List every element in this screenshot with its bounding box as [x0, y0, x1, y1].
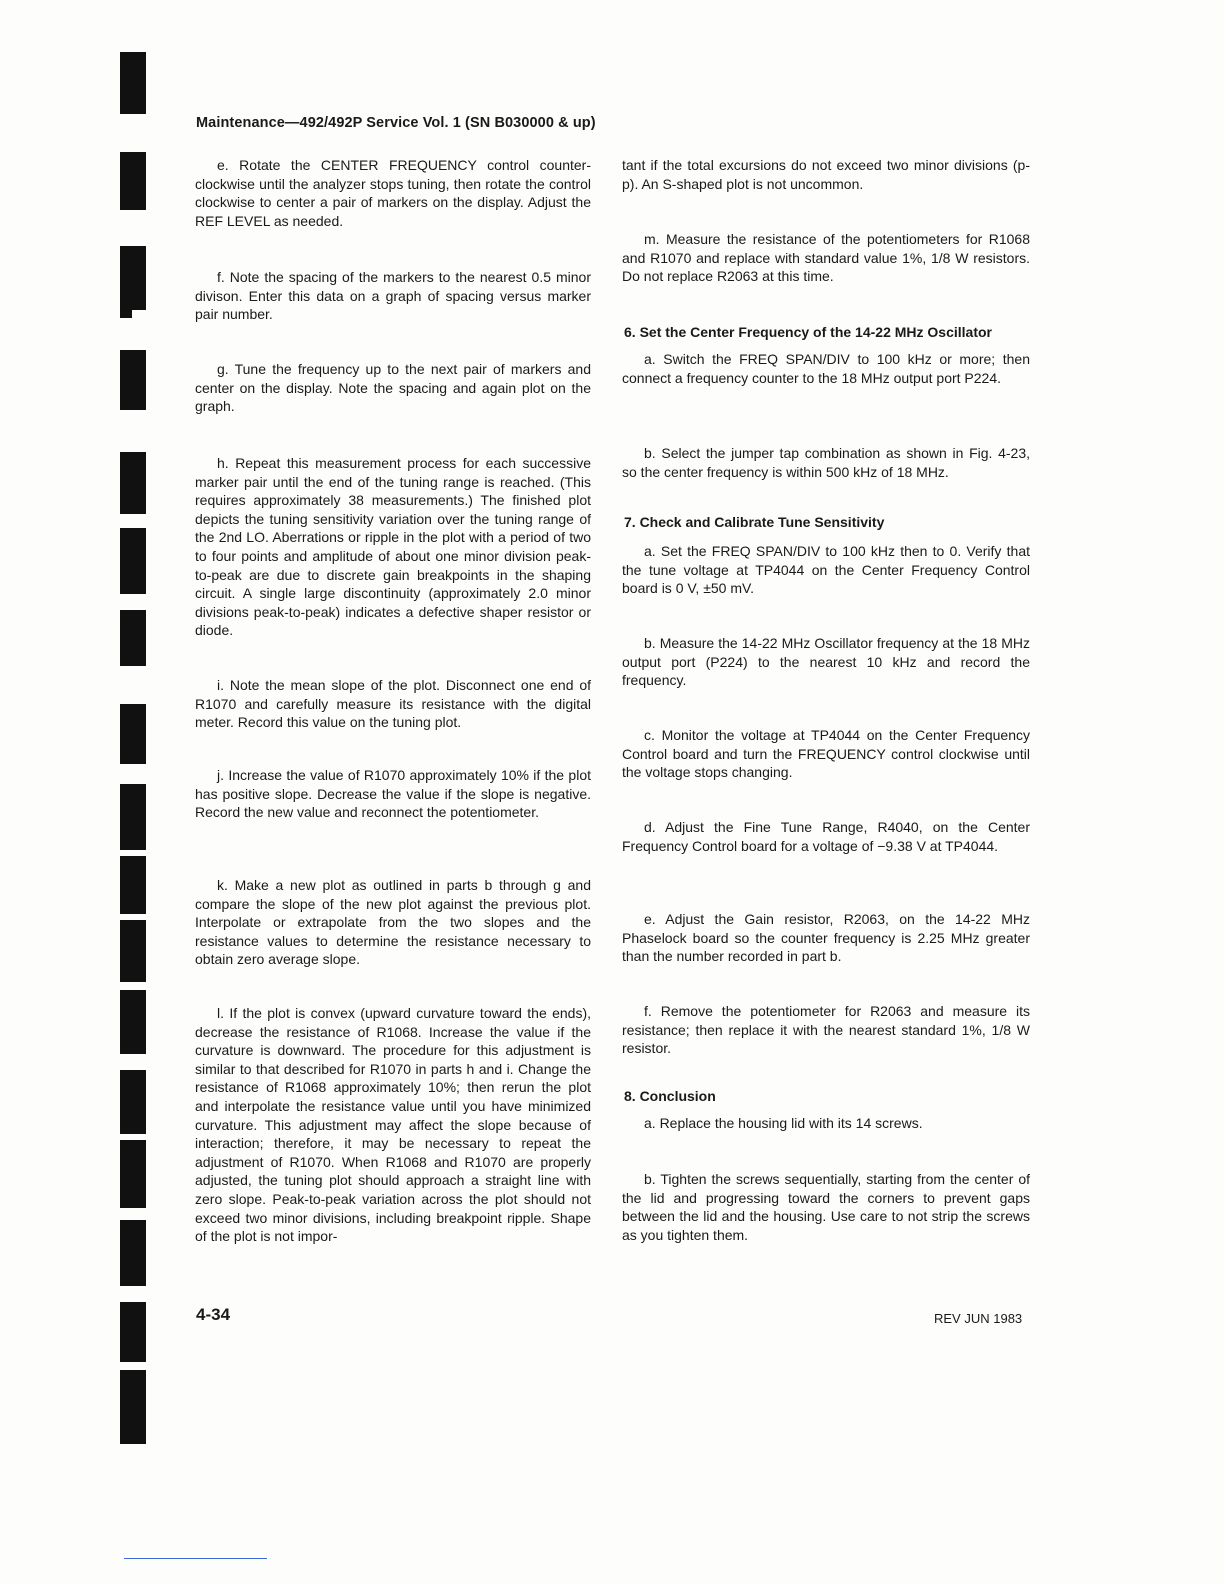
- step-l-continued: tant if the total excursions do not exceed two minor divisions (p-p). An S-shaped plot is not uncommon.: [622, 157, 1030, 192]
- step-m: m. Measure the resistance of the potentiometers for R1068 and R1070 and replace with standard value 1%, 1/8 W resistors. Do not replace R2063 at this time.: [622, 231, 1030, 285]
- section-6-heading: 6. Set the Center Frequency of the 14-22 MHz Oscillator: [624, 324, 992, 340]
- step-6b: b. Select the jumper tap combination as shown in Fig. 4-23, so the center frequency is within 500 kHz of 18 MHz.: [622, 445, 1030, 480]
- step-8b: b. Tighten the screws sequentially, starting from the center of the lid and progressing toward the corners to prevent gaps between the lid and the housing. Use care to not strip the screws as you tighten them.: [622, 1171, 1030, 1243]
- step-e: e. Rotate the CENTER FREQUENCY control counter-clockwise until the analyzer stops tuning, then rotate the control clockwise to center a pair of markers on the display. Adjust the REF LEVEL as needed.: [195, 157, 591, 229]
- page-number: 4-34: [196, 1305, 231, 1324]
- step-j: j. Increase the value of R1070 approximately 10% if the plot has positive slope. Decrease the value if the slope is negative. Record the new value and reconnect the potentiometer.: [195, 767, 591, 821]
- section-8-heading: 8. Conclusion: [624, 1088, 716, 1104]
- step-h: h. Repeat this measurement process for each successive marker pair until the end of the tuning range is reached. (This requires approximately 38 measurements.) The finished plot depicts the tuning sensitivity variation over the tuning range of the 2nd LO. Aberrations or ripple in the plot with a period of two to four points and amplitude of about one minor division peak-to-peak are due to discrete gain breakpoints in the shaping circuit. A single large discontinuity (approximately 2.0 minor divisions peak-to-peak) indicates a defective shaper resistor or diode.: [195, 455, 591, 639]
- step-g: g. Tune the frequency up to the next pair of markers and center on the display. Note the spacing and again plot on the graph.: [195, 361, 591, 415]
- step-7c: c. Monitor the voltage at TP4044 on the Center Frequency Control board and turn the FREQUENCY control clockwise until the voltage stops changing.: [622, 727, 1030, 781]
- step-6a: a. Switch the FREQ SPAN/DIV to 100 kHz or more; then connect a frequency counter to the 18 MHz output port P224.: [622, 351, 1030, 386]
- step-7a: a. Set the FREQ SPAN/DIV to 100 kHz then to 0. Verify that the tune voltage at TP4044 on the Center Frequency Control board is 0 V, ±50 mV.: [622, 543, 1030, 597]
- scan-edge-marks: [100, 40, 160, 1460]
- revision-date: REV JUN 1983: [934, 1311, 1023, 1326]
- step-8a: a. Replace the housing lid with its 14 screws.: [644, 1115, 923, 1131]
- step-7d: d. Adjust the Fine Tune Range, R4040, on the Center Frequency Control board for a voltage of −9.38 V at TP4044.: [622, 819, 1030, 854]
- step-l: l. If the plot is convex (upward curvature toward the ends), decrease the resistance of R1068. Increase the value if the curvature is downward. The procedure for this adjustment is similar to that described for R1070 in parts h and i. Change the resistance of R1068 approximately 10%; then rerun the plot and interpolate the resistance value until you have minimized curvature. This adjustment may affect the slope because of interaction; therefore, it may be necessary to repeat the adjustment of R1070. When R1068 and R1070 are properly adjusted, the tuning plot should approach a straight line with zero slope. Peak-to-peak variation across the plot should not exceed two minor divisions, including breakpoint ripple. Shape of the plot is not impor-: [195, 1005, 591, 1245]
- page-header: Maintenance—492/492P Service Vol. 1 (SN B030000 & up): [196, 115, 596, 131]
- step-7b: b. Measure the 14-22 MHz Oscillator frequency at the 18 MHz output port (P224) to the nearest 10 kHz and record the frequency.: [622, 635, 1030, 689]
- step-7e: e. Adjust the Gain resistor, R2063, on the 14-22 MHz Phaselock board so the counter frequency is 2.25 MHz greater than the number recorded in part b.: [622, 911, 1030, 965]
- step-f: f. Note the spacing of the markers to the nearest 0.5 minor divison. Enter this data on a graph of spacing versus marker pair number.: [195, 269, 591, 323]
- scan-artifact-line: [124, 1558, 267, 1559]
- step-i: i. Note the mean slope of the plot. Disconnect one end of R1070 and carefully measure its resistance with the digital meter. Record this value on the tuning plot.: [195, 677, 591, 731]
- section-7-heading: 7. Check and Calibrate Tune Sensitivity: [624, 514, 885, 530]
- step-k: k. Make a new plot as outlined in parts b through g and compare the slope of the new plot against the previous plot. Interpolate or extrapolate from the two slopes and the resistance values to determine the resistance necessary to obtain zero average slope.: [195, 877, 591, 968]
- step-7f: f. Remove the potentiometer for R2063 and measure its resistance; then replace it with the nearest standard 1%, 1/8 W resistor.: [622, 1003, 1030, 1057]
